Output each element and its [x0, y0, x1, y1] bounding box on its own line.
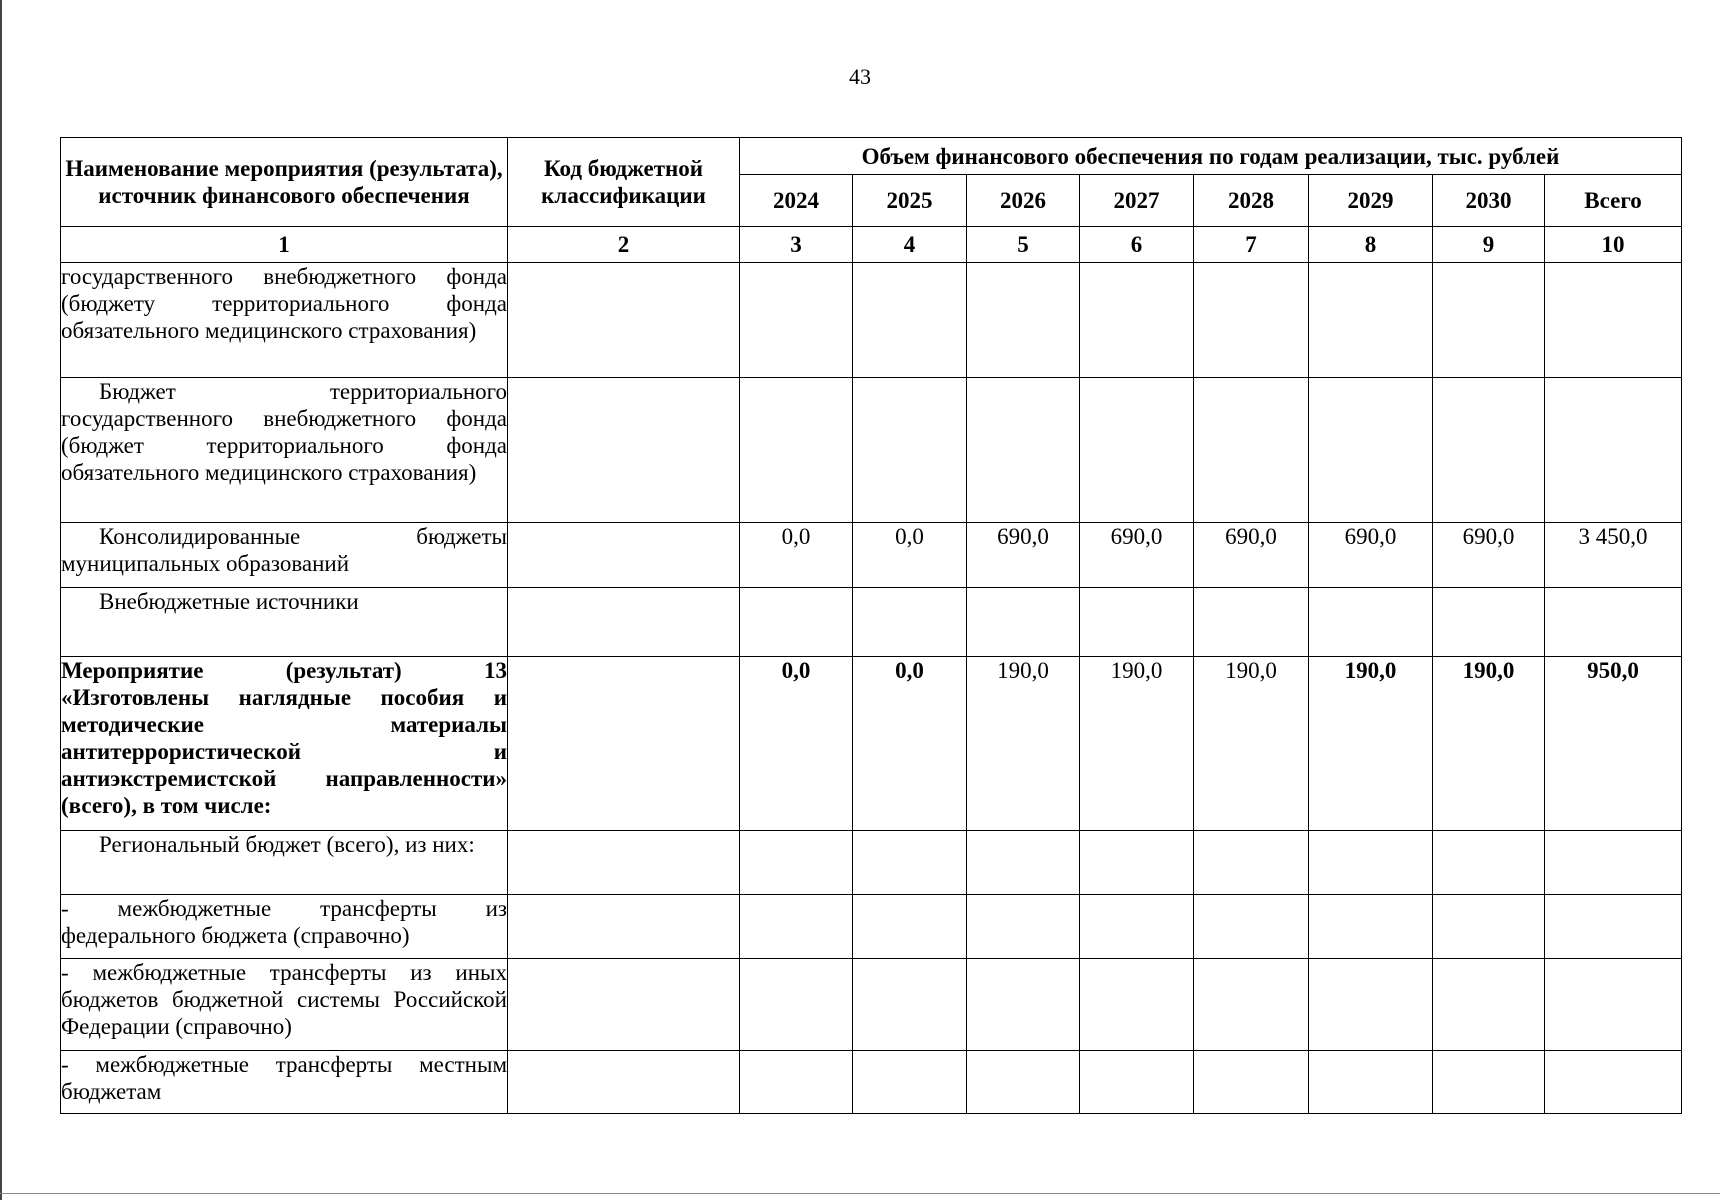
- value-cell: [853, 895, 967, 959]
- financing-table: [60, 137, 1682, 1114]
- value-cell: [1194, 588, 1309, 657]
- value-cell: [1080, 378, 1194, 523]
- row-name: - межбюджетные трансферты из иных бюджетов бюджетной системы Российской Федерации (справочно): [61, 959, 508, 1051]
- row-name: государственного внебюджетного фонда (бюджету территориального фонда обязательного медицинского страхования): [61, 263, 508, 378]
- value-cell: [1433, 831, 1545, 895]
- value-cell: [1080, 895, 1194, 959]
- page-edge-bottom: [0, 1193, 1720, 1194]
- row-name: Бюджет территориального государственного внебюджетного фонда (бюджет территориального фонда обязательного медицинского страхования): [61, 378, 508, 523]
- value-cell: [967, 895, 1080, 959]
- budget-code-cell: [508, 588, 740, 657]
- table-row: [61, 378, 1682, 523]
- table-row: [61, 588, 1682, 657]
- value-cell: [740, 1051, 853, 1114]
- page-number: 43: [849, 64, 871, 89]
- value-cell: [853, 263, 967, 378]
- value-cell: 190,0: [1194, 657, 1309, 831]
- total-cell: [1545, 263, 1682, 378]
- value-cell: [1309, 895, 1433, 959]
- column-number: 1: [61, 227, 508, 263]
- budget-code-cell: [508, 1051, 740, 1114]
- header-year: 2025: [853, 175, 967, 227]
- header-year: 2030: [1433, 175, 1545, 227]
- value-cell: 190,0: [1309, 657, 1433, 831]
- budget-code-cell: [508, 895, 740, 959]
- value-cell: [1194, 378, 1309, 523]
- value-cell: [740, 378, 853, 523]
- table-row: [61, 523, 1682, 588]
- value-cell: 690,0: [1433, 523, 1545, 588]
- value-cell: [853, 831, 967, 895]
- value-cell: [740, 831, 853, 895]
- total-cell: [1545, 831, 1682, 895]
- table-row: [61, 831, 1682, 895]
- value-cell: [1194, 959, 1309, 1051]
- column-number: 9: [1433, 227, 1545, 263]
- column-number: 7: [1194, 227, 1309, 263]
- value-cell: [1433, 263, 1545, 378]
- value-cell: [853, 588, 967, 657]
- row-name: Консолидированные бюджеты муниципальных образований: [61, 523, 508, 588]
- value-cell: 190,0: [1080, 657, 1194, 831]
- header-volume: Объем финансового обеспечения по годам реализации, тыс. рублей: [740, 138, 1682, 175]
- value-cell: 690,0: [967, 523, 1080, 588]
- total-cell: 3 450,0: [1545, 523, 1682, 588]
- total-cell: [1545, 959, 1682, 1051]
- budget-code-cell: [508, 523, 740, 588]
- header-year: 2027: [1080, 175, 1194, 227]
- column-number: 10: [1545, 227, 1682, 263]
- value-cell: [1080, 263, 1194, 378]
- column-number: 2: [508, 227, 740, 263]
- value-cell: [967, 588, 1080, 657]
- value-cell: [740, 959, 853, 1051]
- value-cell: [1309, 959, 1433, 1051]
- value-cell: [967, 263, 1080, 378]
- total-cell: [1545, 895, 1682, 959]
- value-cell: [1194, 895, 1309, 959]
- row-name: Внебюджетные источники: [61, 588, 508, 657]
- row-name: - межбюджетные трансферты местным бюджетам: [61, 1051, 508, 1114]
- page-edge-left: [0, 0, 2, 1200]
- column-number: 3: [740, 227, 853, 263]
- value-cell: 0,0: [740, 657, 853, 831]
- table-row: [61, 1051, 1682, 1114]
- value-cell: [1433, 895, 1545, 959]
- value-cell: [967, 831, 1080, 895]
- value-cell: [853, 378, 967, 523]
- value-cell: 190,0: [967, 657, 1080, 831]
- value-cell: [853, 959, 967, 1051]
- value-cell: [1309, 588, 1433, 657]
- value-cell: [967, 959, 1080, 1051]
- value-cell: 690,0: [1080, 523, 1194, 588]
- value-cell: [1309, 1051, 1433, 1114]
- table-row: [61, 263, 1682, 378]
- header-total: Всего: [1545, 175, 1682, 227]
- value-cell: 690,0: [1309, 523, 1433, 588]
- value-cell: [740, 263, 853, 378]
- value-cell: [1080, 1051, 1194, 1114]
- value-cell: [1309, 263, 1433, 378]
- header-year: 2024: [740, 175, 853, 227]
- value-cell: [1194, 1051, 1309, 1114]
- table-row: [61, 657, 1682, 831]
- value-cell: 690,0: [1194, 523, 1309, 588]
- value-cell: [1080, 831, 1194, 895]
- value-cell: [1433, 1051, 1545, 1114]
- header-year: 2029: [1309, 175, 1433, 227]
- row-name: - межбюджетные трансферты из федерального бюджета (справочно): [61, 895, 508, 959]
- value-cell: [1309, 831, 1433, 895]
- value-cell: [1309, 378, 1433, 523]
- budget-code-cell: [508, 959, 740, 1051]
- header-code: Код бюджетной классификации: [508, 138, 740, 227]
- column-number: 4: [853, 227, 967, 263]
- budget-code-cell: [508, 378, 740, 523]
- total-cell: 950,0: [1545, 657, 1682, 831]
- value-cell: [967, 1051, 1080, 1114]
- value-cell: [967, 378, 1080, 523]
- total-cell: [1545, 588, 1682, 657]
- total-cell: [1545, 1051, 1682, 1114]
- value-cell: [1433, 588, 1545, 657]
- value-cell: [1080, 959, 1194, 1051]
- table-body: [61, 263, 1682, 1114]
- header-year: 2026: [967, 175, 1080, 227]
- value-cell: 0,0: [853, 657, 967, 831]
- table-header: [61, 138, 1682, 263]
- value-cell: [1080, 588, 1194, 657]
- value-cell: [1433, 378, 1545, 523]
- budget-code-cell: [508, 657, 740, 831]
- column-number: 5: [967, 227, 1080, 263]
- value-cell: [1194, 263, 1309, 378]
- budget-code-cell: [508, 263, 740, 378]
- row-name: Мероприятие (результат) 13 «Изготовлены наглядные пособия и методические материалы антитеррористической и антиэкстремистской направленности» (всего), в том числе:: [61, 657, 508, 831]
- header-name: Наименование мероприятия (результата), источник финансового обеспечения: [61, 138, 508, 227]
- table-row: [61, 895, 1682, 959]
- column-number: 8: [1309, 227, 1433, 263]
- budget-code-cell: [508, 831, 740, 895]
- header-year: 2028: [1194, 175, 1309, 227]
- total-cell: [1545, 378, 1682, 523]
- value-cell: 0,0: [853, 523, 967, 588]
- value-cell: [740, 895, 853, 959]
- value-cell: 190,0: [1433, 657, 1545, 831]
- value-cell: [853, 1051, 967, 1114]
- table-row: [61, 959, 1682, 1051]
- value-cell: 0,0: [740, 523, 853, 588]
- value-cell: [1433, 959, 1545, 1051]
- value-cell: [740, 588, 853, 657]
- column-number: 6: [1080, 227, 1194, 263]
- value-cell: [1194, 831, 1309, 895]
- row-name: Региональный бюджет (всего), из них:: [61, 831, 508, 895]
